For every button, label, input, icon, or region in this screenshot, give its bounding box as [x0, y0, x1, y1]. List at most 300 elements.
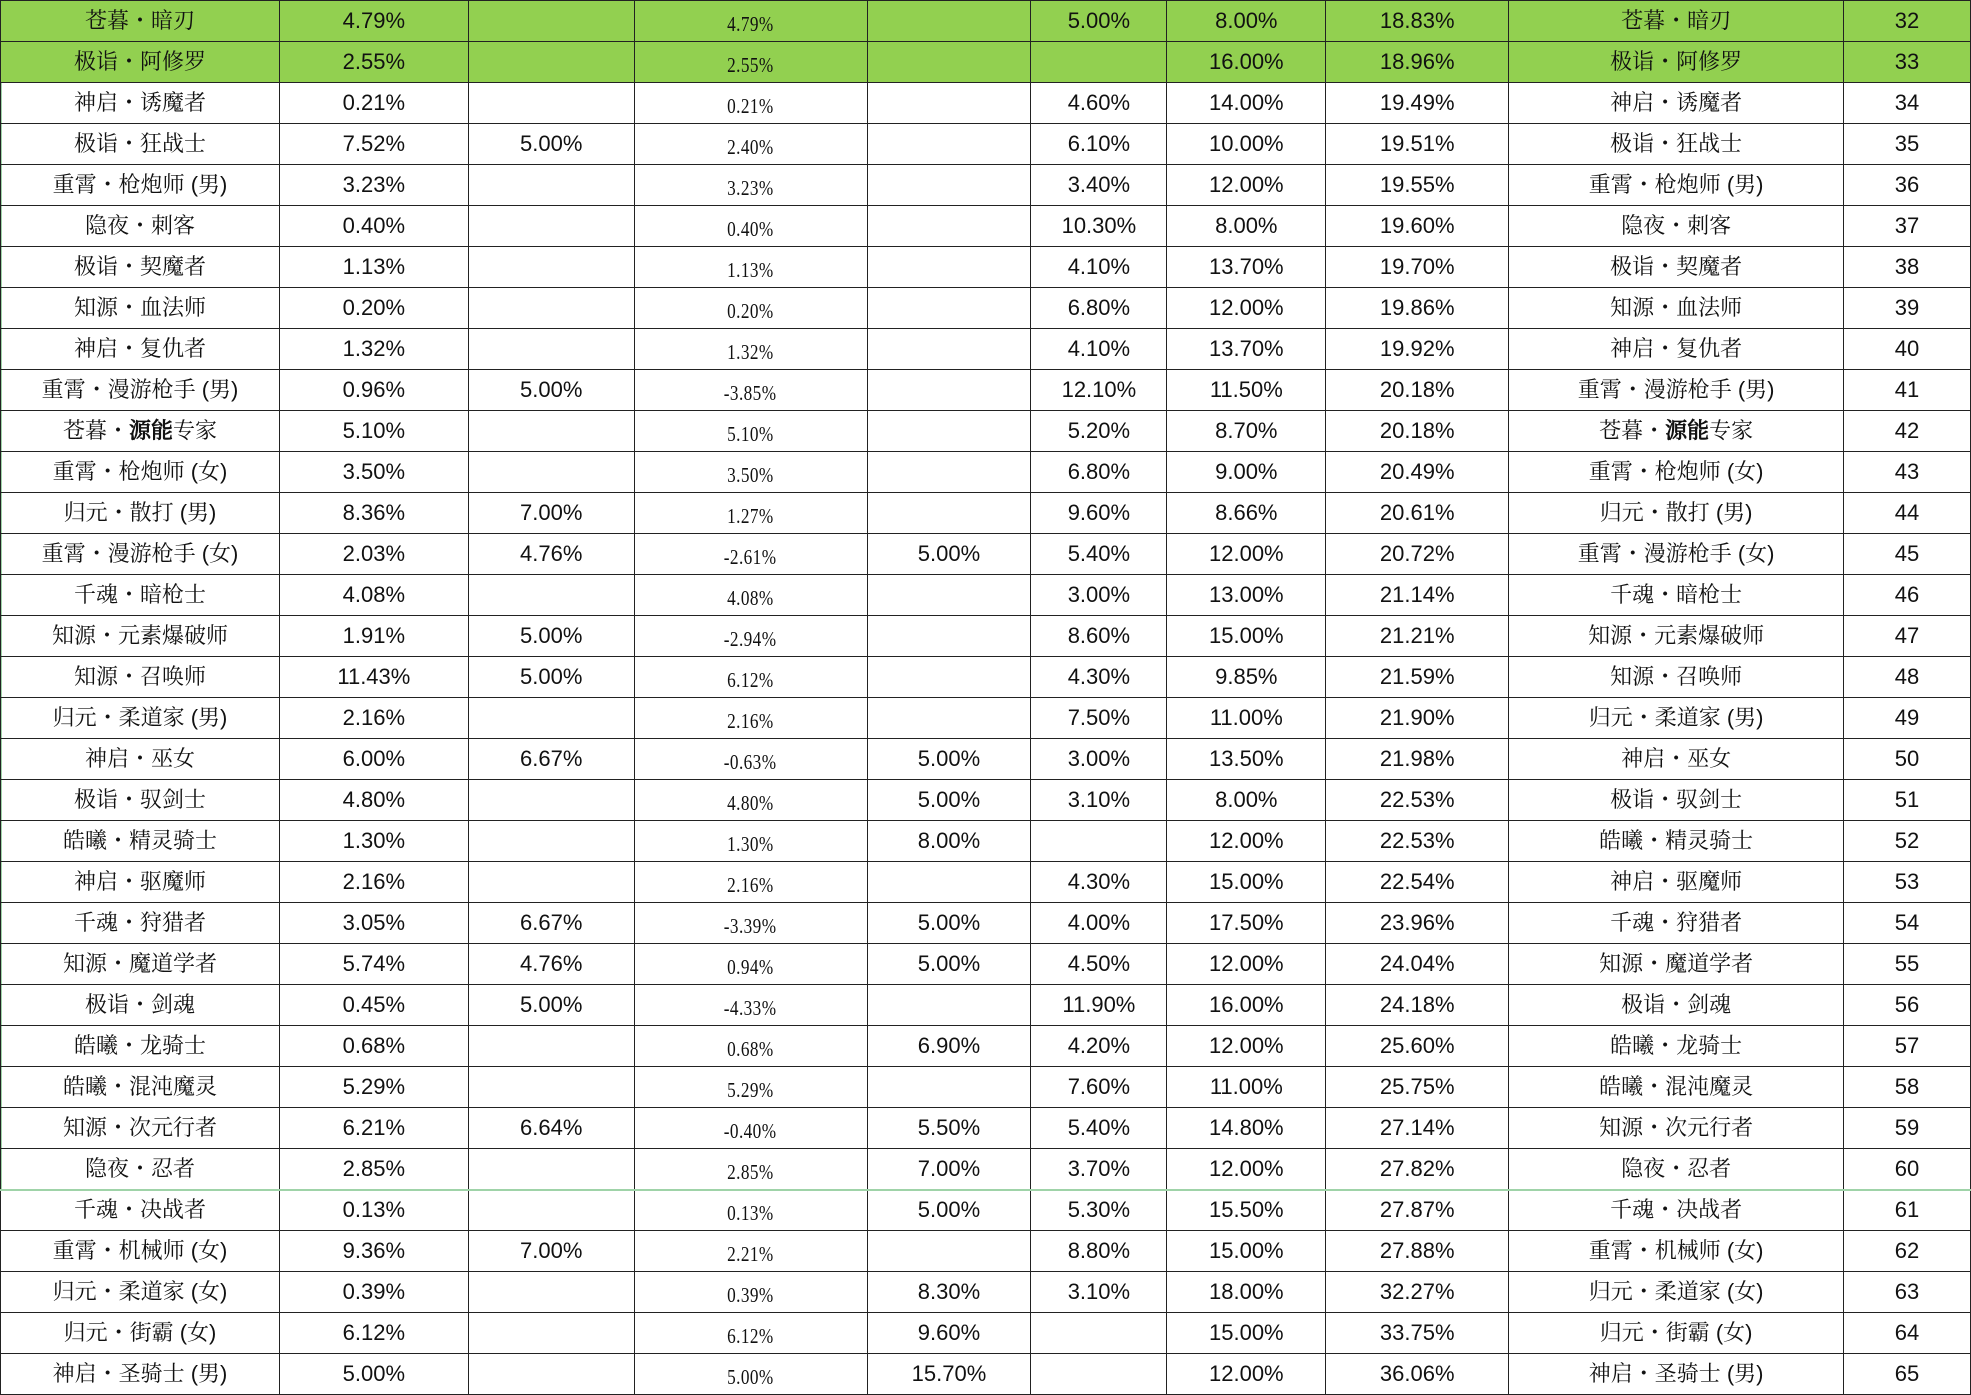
extra-cell[interactable]: [867, 165, 1031, 206]
base-cell[interactable]: 12.00%: [1167, 1149, 1326, 1190]
class-name-cell[interactable]: 神启・巫女: [1, 739, 280, 780]
diff-cell[interactable]: [634, 411, 867, 452]
rank-cell[interactable]: 65: [1844, 1354, 1971, 1395]
rate-cell[interactable]: 5.30%: [1031, 1190, 1167, 1231]
diff-cell[interactable]: [634, 452, 867, 493]
value-cell[interactable]: 0.45%: [279, 985, 468, 1026]
class-name-repeat-cell[interactable]: 苍暮・暗刃: [1509, 1, 1844, 42]
total-cell[interactable]: 20.18%: [1326, 370, 1509, 411]
value-cell[interactable]: 0.39%: [279, 1272, 468, 1313]
diff-cell[interactable]: [634, 534, 867, 575]
base-cell[interactable]: 9.85%: [1167, 657, 1326, 698]
total-cell[interactable]: 19.86%: [1326, 288, 1509, 329]
rank-cell[interactable]: 38: [1844, 247, 1971, 288]
value-cell[interactable]: 1.13%: [279, 247, 468, 288]
class-name-repeat-cell[interactable]: 神启・圣骑士 (男): [1509, 1354, 1844, 1395]
extra-cell[interactable]: [867, 657, 1031, 698]
base-cell[interactable]: 8.66%: [1167, 493, 1326, 534]
rate-cell[interactable]: [1031, 1354, 1167, 1395]
base-cell[interactable]: 15.00%: [1167, 1231, 1326, 1272]
value-cell[interactable]: 0.68%: [279, 1026, 468, 1067]
total-cell[interactable]: 27.82%: [1326, 1149, 1509, 1190]
diff-cell[interactable]: [634, 165, 867, 206]
base-cell[interactable]: 12.00%: [1167, 1026, 1326, 1067]
class-name-repeat-cell[interactable]: 皓曦・龙骑士: [1509, 1026, 1844, 1067]
total-cell[interactable]: 20.72%: [1326, 534, 1509, 575]
extra-cell[interactable]: [867, 124, 1031, 165]
total-cell[interactable]: 19.70%: [1326, 247, 1509, 288]
total-cell[interactable]: 23.96%: [1326, 903, 1509, 944]
rank-cell[interactable]: 42: [1844, 411, 1971, 452]
rank-cell[interactable]: 43: [1844, 452, 1971, 493]
value-cell[interactable]: 1.30%: [279, 821, 468, 862]
rank-cell[interactable]: 47: [1844, 616, 1971, 657]
rate-cell[interactable]: 8.80%: [1031, 1231, 1167, 1272]
rate-cell[interactable]: 4.30%: [1031, 657, 1167, 698]
bonus-cell[interactable]: [468, 1026, 634, 1067]
total-cell[interactable]: 32.27%: [1326, 1272, 1509, 1313]
total-cell[interactable]: 25.60%: [1326, 1026, 1509, 1067]
rank-cell[interactable]: 37: [1844, 206, 1971, 247]
rank-cell[interactable]: 60: [1844, 1149, 1971, 1190]
total-cell[interactable]: 19.60%: [1326, 206, 1509, 247]
diff-cell[interactable]: [634, 42, 867, 83]
bonus-cell[interactable]: [468, 1272, 634, 1313]
class-name-repeat-cell[interactable]: 归元・柔道家 (女): [1509, 1272, 1844, 1313]
value-cell[interactable]: 3.50%: [279, 452, 468, 493]
total-cell[interactable]: 22.54%: [1326, 862, 1509, 903]
class-name-repeat-cell[interactable]: 千魂・暗枪士: [1509, 575, 1844, 616]
value-cell[interactable]: 4.08%: [279, 575, 468, 616]
diff-cell[interactable]: [634, 124, 867, 165]
bonus-cell[interactable]: 7.00%: [468, 1231, 634, 1272]
bonus-cell[interactable]: 5.00%: [468, 657, 634, 698]
value-cell[interactable]: 6.21%: [279, 1108, 468, 1149]
rank-cell[interactable]: 59: [1844, 1108, 1971, 1149]
bonus-cell[interactable]: [468, 821, 634, 862]
bonus-cell[interactable]: 5.00%: [468, 124, 634, 165]
diff-cell[interactable]: [634, 821, 867, 862]
extra-cell[interactable]: 5.00%: [867, 534, 1031, 575]
base-cell[interactable]: 13.70%: [1167, 329, 1326, 370]
total-cell[interactable]: 18.83%: [1326, 1, 1509, 42]
class-name-cell[interactable]: 极诣・驭剑士: [1, 780, 280, 821]
extra-cell[interactable]: [867, 616, 1031, 657]
diff-cell[interactable]: [634, 206, 867, 247]
total-cell[interactable]: 24.18%: [1326, 985, 1509, 1026]
base-cell[interactable]: 15.00%: [1167, 616, 1326, 657]
base-cell[interactable]: 9.00%: [1167, 452, 1326, 493]
total-cell[interactable]: 24.04%: [1326, 944, 1509, 985]
rate-cell[interactable]: 6.80%: [1031, 288, 1167, 329]
class-name-cell[interactable]: 知源・魔道学者: [1, 944, 280, 985]
class-name-cell[interactable]: 归元・柔道家 (女): [1, 1272, 280, 1313]
rank-cell[interactable]: 36: [1844, 165, 1971, 206]
class-name-cell[interactable]: 归元・街霸 (女): [1, 1313, 280, 1354]
rank-cell[interactable]: 52: [1844, 821, 1971, 862]
total-cell[interactable]: 20.18%: [1326, 411, 1509, 452]
bonus-cell[interactable]: 6.67%: [468, 739, 634, 780]
class-name-cell[interactable]: 神启・复仇者: [1, 329, 280, 370]
bonus-cell[interactable]: 6.67%: [468, 903, 634, 944]
total-cell[interactable]: 21.21%: [1326, 616, 1509, 657]
base-cell[interactable]: 15.00%: [1167, 862, 1326, 903]
class-name-repeat-cell[interactable]: 知源・血法师: [1509, 288, 1844, 329]
value-cell[interactable]: 8.36%: [279, 493, 468, 534]
bonus-cell[interactable]: 6.64%: [468, 1108, 634, 1149]
rank-cell[interactable]: 64: [1844, 1313, 1971, 1354]
rate-cell[interactable]: [1031, 821, 1167, 862]
rate-cell[interactable]: 5.40%: [1031, 534, 1167, 575]
total-cell[interactable]: 21.98%: [1326, 739, 1509, 780]
value-cell[interactable]: 0.40%: [279, 206, 468, 247]
class-name-cell[interactable]: 归元・散打 (男): [1, 493, 280, 534]
total-cell[interactable]: 19.51%: [1326, 124, 1509, 165]
total-cell[interactable]: 19.92%: [1326, 329, 1509, 370]
value-cell[interactable]: 11.43%: [279, 657, 468, 698]
base-cell[interactable]: 14.80%: [1167, 1108, 1326, 1149]
bonus-cell[interactable]: [468, 698, 634, 739]
class-name-repeat-cell[interactable]: 归元・散打 (男): [1509, 493, 1844, 534]
bonus-cell[interactable]: [468, 1190, 634, 1231]
value-cell[interactable]: 0.96%: [279, 370, 468, 411]
rate-cell[interactable]: 4.10%: [1031, 247, 1167, 288]
rate-cell[interactable]: 11.90%: [1031, 985, 1167, 1026]
class-name-cell[interactable]: 极诣・阿修罗: [1, 42, 280, 83]
class-name-cell[interactable]: 极诣・狂战士: [1, 124, 280, 165]
total-cell[interactable]: 36.06%: [1326, 1354, 1509, 1395]
extra-cell[interactable]: [867, 247, 1031, 288]
rate-cell[interactable]: 7.60%: [1031, 1067, 1167, 1108]
class-name-cell[interactable]: 千魂・狩猎者: [1, 903, 280, 944]
rank-cell[interactable]: 63: [1844, 1272, 1971, 1313]
extra-cell[interactable]: [867, 862, 1031, 903]
extra-cell[interactable]: [867, 452, 1031, 493]
bonus-cell[interactable]: [468, 862, 634, 903]
bonus-cell[interactable]: [468, 1, 634, 42]
bonus-cell[interactable]: 5.00%: [468, 616, 634, 657]
diff-cell[interactable]: [634, 1190, 867, 1231]
class-name-cell[interactable]: 隐夜・忍者: [1, 1149, 280, 1190]
class-name-repeat-cell[interactable]: 隐夜・刺客: [1509, 206, 1844, 247]
base-cell[interactable]: 13.50%: [1167, 739, 1326, 780]
value-cell[interactable]: 4.79%: [279, 1, 468, 42]
class-name-repeat-cell[interactable]: 归元・街霸 (女): [1509, 1313, 1844, 1354]
extra-cell[interactable]: 5.00%: [867, 739, 1031, 780]
rate-cell[interactable]: 10.30%: [1031, 206, 1167, 247]
rank-cell[interactable]: 53: [1844, 862, 1971, 903]
base-cell[interactable]: 12.00%: [1167, 821, 1326, 862]
value-cell[interactable]: 7.52%: [279, 124, 468, 165]
base-cell[interactable]: 12.00%: [1167, 288, 1326, 329]
rate-cell[interactable]: 6.10%: [1031, 124, 1167, 165]
value-cell[interactable]: 0.20%: [279, 288, 468, 329]
class-name-repeat-cell[interactable]: 极诣・剑魂: [1509, 985, 1844, 1026]
base-cell[interactable]: 14.00%: [1167, 83, 1326, 124]
class-name-repeat-cell[interactable]: 重霄・枪炮师 (男): [1509, 165, 1844, 206]
rate-cell[interactable]: 4.60%: [1031, 83, 1167, 124]
base-cell[interactable]: 11.00%: [1167, 1067, 1326, 1108]
diff-cell[interactable]: [634, 1, 867, 42]
class-name-cell[interactable]: 苍暮・暗刃: [1, 1, 280, 42]
extra-cell[interactable]: [867, 206, 1031, 247]
rate-cell[interactable]: [1031, 1313, 1167, 1354]
bonus-cell[interactable]: [468, 165, 634, 206]
extra-cell[interactable]: [867, 83, 1031, 124]
class-name-repeat-cell[interactable]: 千魂・狩猎者: [1509, 903, 1844, 944]
rank-cell[interactable]: 48: [1844, 657, 1971, 698]
extra-cell[interactable]: [867, 985, 1031, 1026]
class-name-cell[interactable]: 皓曦・龙骑士: [1, 1026, 280, 1067]
total-cell[interactable]: 19.49%: [1326, 83, 1509, 124]
diff-cell[interactable]: [634, 247, 867, 288]
total-cell[interactable]: 27.88%: [1326, 1231, 1509, 1272]
value-cell[interactable]: 2.03%: [279, 534, 468, 575]
rate-cell[interactable]: 5.00%: [1031, 1, 1167, 42]
diff-cell[interactable]: [634, 1231, 867, 1272]
rank-cell[interactable]: 62: [1844, 1231, 1971, 1272]
rank-cell[interactable]: 49: [1844, 698, 1971, 739]
base-cell[interactable]: 15.00%: [1167, 1313, 1326, 1354]
extra-cell[interactable]: 5.50%: [867, 1108, 1031, 1149]
base-cell[interactable]: 12.00%: [1167, 944, 1326, 985]
rank-cell[interactable]: 35: [1844, 124, 1971, 165]
total-cell[interactable]: 22.53%: [1326, 780, 1509, 821]
bonus-cell[interactable]: [468, 247, 634, 288]
diff-cell[interactable]: [634, 862, 867, 903]
base-cell[interactable]: 13.70%: [1167, 247, 1326, 288]
value-cell[interactable]: 4.80%: [279, 780, 468, 821]
class-name-cell[interactable]: 归元・柔道家 (男): [1, 698, 280, 739]
bonus-cell[interactable]: 4.76%: [468, 944, 634, 985]
base-cell[interactable]: 12.00%: [1167, 1354, 1326, 1395]
value-cell[interactable]: 5.29%: [279, 1067, 468, 1108]
bonus-cell[interactable]: 7.00%: [468, 493, 634, 534]
extra-cell[interactable]: 5.00%: [867, 903, 1031, 944]
class-name-repeat-cell[interactable]: 重霄・机械师 (女): [1509, 1231, 1844, 1272]
rate-cell[interactable]: [1031, 42, 1167, 83]
total-cell[interactable]: 21.59%: [1326, 657, 1509, 698]
rate-cell[interactable]: 3.00%: [1031, 739, 1167, 780]
class-name-cell[interactable]: 皓曦・精灵骑士: [1, 821, 280, 862]
total-cell[interactable]: 33.75%: [1326, 1313, 1509, 1354]
bonus-cell[interactable]: [468, 1313, 634, 1354]
class-name-cell[interactable]: 苍暮・源能专家: [1, 411, 280, 452]
class-name-cell[interactable]: 千魂・暗枪士: [1, 575, 280, 616]
class-name-repeat-cell[interactable]: 知源・次元行者: [1509, 1108, 1844, 1149]
bonus-cell[interactable]: 5.00%: [468, 370, 634, 411]
diff-cell[interactable]: [634, 739, 867, 780]
class-name-repeat-cell[interactable]: 知源・召唤师: [1509, 657, 1844, 698]
extra-cell[interactable]: [867, 411, 1031, 452]
class-name-repeat-cell[interactable]: 皓曦・混沌魔灵: [1509, 1067, 1844, 1108]
extra-cell[interactable]: [867, 1231, 1031, 1272]
rate-cell[interactable]: 3.70%: [1031, 1149, 1167, 1190]
rank-cell[interactable]: 44: [1844, 493, 1971, 534]
value-cell[interactable]: 9.36%: [279, 1231, 468, 1272]
class-name-cell[interactable]: 知源・召唤师: [1, 657, 280, 698]
rate-cell[interactable]: 4.00%: [1031, 903, 1167, 944]
rank-cell[interactable]: 54: [1844, 903, 1971, 944]
extra-cell[interactable]: [867, 575, 1031, 616]
bonus-cell[interactable]: [468, 206, 634, 247]
class-name-cell[interactable]: 神启・诱魔者: [1, 83, 280, 124]
extra-cell[interactable]: [867, 1067, 1031, 1108]
class-name-repeat-cell[interactable]: 极诣・狂战士: [1509, 124, 1844, 165]
total-cell[interactable]: 20.49%: [1326, 452, 1509, 493]
value-cell[interactable]: 5.74%: [279, 944, 468, 985]
extra-cell[interactable]: [867, 42, 1031, 83]
rate-cell[interactable]: 4.10%: [1031, 329, 1167, 370]
class-name-cell[interactable]: 重霄・枪炮师 (男): [1, 165, 280, 206]
base-cell[interactable]: 8.00%: [1167, 206, 1326, 247]
class-name-repeat-cell[interactable]: 神启・巫女: [1509, 739, 1844, 780]
bonus-cell[interactable]: [468, 42, 634, 83]
class-name-repeat-cell[interactable]: 知源・元素爆破师: [1509, 616, 1844, 657]
extra-cell[interactable]: 5.00%: [867, 1190, 1031, 1231]
rank-cell[interactable]: 58: [1844, 1067, 1971, 1108]
class-name-cell[interactable]: 千魂・决战者: [1, 1190, 280, 1231]
diff-cell[interactable]: [634, 370, 867, 411]
value-cell[interactable]: 5.10%: [279, 411, 468, 452]
extra-cell[interactable]: [867, 1, 1031, 42]
bonus-cell[interactable]: [468, 575, 634, 616]
rank-cell[interactable]: 40: [1844, 329, 1971, 370]
rate-cell[interactable]: 4.20%: [1031, 1026, 1167, 1067]
value-cell[interactable]: 2.85%: [279, 1149, 468, 1190]
extra-cell[interactable]: 5.00%: [867, 944, 1031, 985]
value-cell[interactable]: 0.21%: [279, 83, 468, 124]
total-cell[interactable]: 20.61%: [1326, 493, 1509, 534]
value-cell[interactable]: 6.00%: [279, 739, 468, 780]
rank-cell[interactable]: 55: [1844, 944, 1971, 985]
extra-cell[interactable]: 9.60%: [867, 1313, 1031, 1354]
class-name-cell[interactable]: 知源・次元行者: [1, 1108, 280, 1149]
total-cell[interactable]: 21.90%: [1326, 698, 1509, 739]
class-name-repeat-cell[interactable]: 极诣・驭剑士: [1509, 780, 1844, 821]
bonus-cell[interactable]: [468, 1067, 634, 1108]
rate-cell[interactable]: 3.10%: [1031, 1272, 1167, 1313]
value-cell[interactable]: 2.55%: [279, 42, 468, 83]
diff-cell[interactable]: [634, 780, 867, 821]
total-cell[interactable]: 25.75%: [1326, 1067, 1509, 1108]
bonus-cell[interactable]: [468, 288, 634, 329]
base-cell[interactable]: 12.00%: [1167, 165, 1326, 206]
class-name-repeat-cell[interactable]: 隐夜・忍者: [1509, 1149, 1844, 1190]
extra-cell[interactable]: 15.70%: [867, 1354, 1031, 1395]
diff-cell[interactable]: [634, 903, 867, 944]
diff-cell[interactable]: [634, 83, 867, 124]
bonus-cell[interactable]: [468, 452, 634, 493]
diff-cell[interactable]: [634, 1313, 867, 1354]
class-name-repeat-cell[interactable]: 极诣・阿修罗: [1509, 42, 1844, 83]
rate-cell[interactable]: 5.20%: [1031, 411, 1167, 452]
class-name-repeat-cell[interactable]: 重霄・枪炮师 (女): [1509, 452, 1844, 493]
rank-cell[interactable]: 41: [1844, 370, 1971, 411]
rank-cell[interactable]: 56: [1844, 985, 1971, 1026]
rate-cell[interactable]: 4.30%: [1031, 862, 1167, 903]
extra-cell[interactable]: 7.00%: [867, 1149, 1031, 1190]
diff-cell[interactable]: [634, 698, 867, 739]
class-name-cell[interactable]: 隐夜・刺客: [1, 206, 280, 247]
total-cell[interactable]: 19.55%: [1326, 165, 1509, 206]
class-name-repeat-cell[interactable]: 神启・驱魔师: [1509, 862, 1844, 903]
total-cell[interactable]: 18.96%: [1326, 42, 1509, 83]
total-cell[interactable]: 22.53%: [1326, 821, 1509, 862]
class-name-cell[interactable]: 神启・驱魔师: [1, 862, 280, 903]
value-cell[interactable]: 1.91%: [279, 616, 468, 657]
rank-cell[interactable]: 61: [1844, 1190, 1971, 1231]
class-name-repeat-cell[interactable]: 重霄・漫游枪手 (男): [1509, 370, 1844, 411]
class-name-repeat-cell[interactable]: 知源・魔道学者: [1509, 944, 1844, 985]
base-cell[interactable]: 13.00%: [1167, 575, 1326, 616]
base-cell[interactable]: 16.00%: [1167, 42, 1326, 83]
class-name-cell[interactable]: 重霄・漫游枪手 (女): [1, 534, 280, 575]
rank-cell[interactable]: 33: [1844, 42, 1971, 83]
base-cell[interactable]: 18.00%: [1167, 1272, 1326, 1313]
diff-cell[interactable]: [634, 493, 867, 534]
extra-cell[interactable]: 8.30%: [867, 1272, 1031, 1313]
extra-cell[interactable]: 6.90%: [867, 1026, 1031, 1067]
extra-cell[interactable]: 5.00%: [867, 780, 1031, 821]
diff-cell[interactable]: [634, 1067, 867, 1108]
base-cell[interactable]: 10.00%: [1167, 124, 1326, 165]
class-name-cell[interactable]: 知源・元素爆破师: [1, 616, 280, 657]
base-cell[interactable]: 8.70%: [1167, 411, 1326, 452]
class-name-repeat-cell[interactable]: 神启・复仇者: [1509, 329, 1844, 370]
base-cell[interactable]: 17.50%: [1167, 903, 1326, 944]
rank-cell[interactable]: 39: [1844, 288, 1971, 329]
base-cell[interactable]: 16.00%: [1167, 985, 1326, 1026]
base-cell[interactable]: 11.50%: [1167, 370, 1326, 411]
base-cell[interactable]: 12.00%: [1167, 534, 1326, 575]
bonus-cell[interactable]: [468, 411, 634, 452]
rate-cell[interactable]: 3.00%: [1031, 575, 1167, 616]
extra-cell[interactable]: [867, 370, 1031, 411]
rank-cell[interactable]: 46: [1844, 575, 1971, 616]
rank-cell[interactable]: 34: [1844, 83, 1971, 124]
value-cell[interactable]: 2.16%: [279, 862, 468, 903]
diff-cell[interactable]: [634, 288, 867, 329]
rank-cell[interactable]: 50: [1844, 739, 1971, 780]
base-cell[interactable]: 11.00%: [1167, 698, 1326, 739]
diff-cell[interactable]: [634, 944, 867, 985]
extra-cell[interactable]: [867, 698, 1031, 739]
class-name-repeat-cell[interactable]: 归元・柔道家 (男): [1509, 698, 1844, 739]
bonus-cell[interactable]: 5.00%: [468, 985, 634, 1026]
rank-cell[interactable]: 32: [1844, 1, 1971, 42]
rate-cell[interactable]: 3.40%: [1031, 165, 1167, 206]
diff-cell[interactable]: [634, 616, 867, 657]
rank-cell[interactable]: 57: [1844, 1026, 1971, 1067]
value-cell[interactable]: 3.23%: [279, 165, 468, 206]
extra-cell[interactable]: [867, 493, 1031, 534]
class-name-cell[interactable]: 知源・血法师: [1, 288, 280, 329]
diff-cell[interactable]: [634, 329, 867, 370]
bonus-cell[interactable]: [468, 329, 634, 370]
class-name-repeat-cell[interactable]: 皓曦・精灵骑士: [1509, 821, 1844, 862]
class-name-cell[interactable]: 神启・圣骑士 (男): [1, 1354, 280, 1395]
extra-cell[interactable]: [867, 288, 1031, 329]
value-cell[interactable]: 2.16%: [279, 698, 468, 739]
diff-cell[interactable]: [634, 575, 867, 616]
rate-cell[interactable]: 4.50%: [1031, 944, 1167, 985]
value-cell[interactable]: 6.12%: [279, 1313, 468, 1354]
extra-cell[interactable]: [867, 329, 1031, 370]
rate-cell[interactable]: 8.60%: [1031, 616, 1167, 657]
bonus-cell[interactable]: [468, 1354, 634, 1395]
diff-cell[interactable]: [634, 1354, 867, 1395]
